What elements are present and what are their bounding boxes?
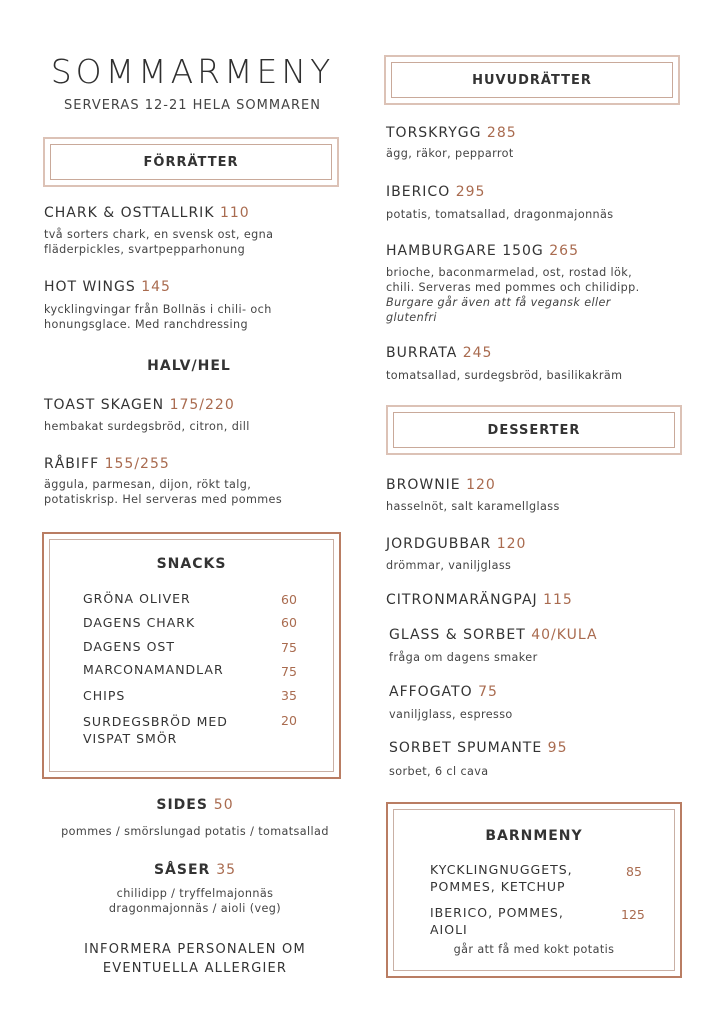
snack-item: MARCONAMANDLAR [83, 662, 224, 677]
saser-price: 35 [216, 862, 237, 878]
dish-glass-sorbet: GLASS & SORBET 40/KULA [389, 627, 598, 643]
dish-citronmarangpaj: CITRONMARÄNGPAJ 115 [386, 592, 573, 608]
dish-hot-wings: HOT WINGS 145 [44, 279, 171, 295]
snack-price: 20 [281, 713, 297, 728]
halvhel-heading: HALV/HEL [147, 358, 231, 374]
dish-description: två sorters chark, en svensk ost, egna fläderpickles, svartpepparhonung [44, 228, 274, 256]
snacks-heading: SNACKS [156, 556, 227, 572]
menu-subtitle: SERVERAS 12-21 HELA SOMMAREN [64, 98, 321, 113]
kids-price: 125 [621, 907, 645, 922]
dish-description: brioche, baconmarmelad, ost, rostad lök, chili. Serveras med pommes och chilidipp. Burgare går även att få vegansk eller glutenfri [386, 266, 640, 324]
dish-chark-osttallrik: CHARK & OSTTALLRIK 110 [44, 205, 250, 221]
saser-heading: SÅSER 35 [153, 862, 237, 878]
dish-description: fråga om dagens smaker [389, 651, 538, 664]
allergy-notice: INFORMERA PERSONALEN OM EVENTUELLA ALLERGIER [84, 942, 306, 976]
dish-toast-skagen: TOAST SKAGEN 175/220 [44, 397, 235, 413]
huvudratter-heading: HUVUDRÄTTER [472, 72, 592, 88]
snack-item: DAGENS OST [83, 639, 175, 654]
dish-rabiff: RÅBIFF 155/255 [44, 456, 170, 472]
dish-description: drömmar, vaniljglass [386, 559, 512, 572]
dish-price: 175/220 [169, 397, 235, 413]
kids-note: går att få med kokt potatis [453, 943, 615, 956]
kids-price: 85 [626, 864, 642, 879]
dish-description: potatis, tomatsallad, dragonmajonnäs [386, 208, 614, 221]
huvudratter-heading-box [384, 55, 680, 105]
snack-price: 35 [281, 688, 297, 703]
dish-sorbet-spumante: SORBET SPUMANTE 95 [389, 740, 568, 756]
dish-price: 115 [543, 592, 573, 608]
snack-item: CHIPS [83, 688, 126, 703]
dish-price: 285 [486, 125, 517, 141]
dish-description: hembakat surdegsbröd, citron, dill [44, 420, 250, 433]
desserter-heading-box [386, 405, 682, 455]
sides-price: 50 [213, 797, 234, 813]
barnmeny-heading: BARNMENY [485, 828, 583, 844]
snack-price: 75 [281, 640, 297, 655]
kids-item: KYCKLINGNUGGETS, POMMES, KETCHUP [430, 862, 573, 894]
snack-price: 60 [281, 592, 297, 607]
dish-description: ägg, räkor, pepparrot [386, 147, 514, 160]
dish-price: 120 [496, 536, 527, 552]
forratter-heading-box [43, 137, 339, 187]
dish-price: 40/KULA [531, 627, 598, 643]
dish-price: 110 [219, 205, 250, 221]
dish-description: vaniljglass, espresso [389, 708, 513, 721]
snack-item: SURDEGSBRÖD MED VISPAT SMÖR [83, 714, 228, 746]
dish-description: hasselnöt, salt karamellglass [386, 500, 560, 513]
dish-price: 265 [549, 243, 579, 259]
snack-item: GRÖNA OLIVER [83, 591, 191, 606]
dish-jordgubbar: JORDGUBBAR 120 [386, 536, 527, 552]
dish-price: 245 [462, 345, 493, 361]
dish-price: 145 [141, 279, 171, 295]
snack-item: DAGENS CHARK [83, 615, 196, 630]
dish-price: 75 [478, 684, 498, 700]
dish-price: 95 [547, 740, 568, 756]
dish-brownie: BROWNIE 120 [386, 477, 496, 493]
kids-item: IBERICO, POMMES, AIOLI [430, 905, 564, 937]
dish-price: 155/255 [104, 456, 170, 472]
dish-iberico: IBERICO 295 [386, 184, 486, 200]
snack-price: 60 [281, 615, 297, 630]
menu-title: SOMMARMENY [50, 52, 335, 91]
dish-description: sorbet, 6 cl cava [389, 765, 489, 778]
dish-description: tomatsallad, surdegsbröd, basilikakräm [386, 369, 623, 382]
snack-price: 75 [281, 664, 297, 679]
dish-affogato: AFFOGATO 75 [389, 684, 498, 700]
sides-heading: SIDES 50 [156, 797, 234, 813]
dish-burrata: BURRATA 245 [386, 345, 493, 361]
saser-description: chilidipp / tryffelmajonnäs dragonmajonnäs / aioli (veg) [108, 887, 282, 915]
desserter-heading: DESSERTER [487, 422, 581, 438]
dish-hamburgare: HAMBURGARE 150G 265 [386, 243, 579, 259]
dish-description: äggula, parmesan, dijon, rökt talg, potatiskrisp. Hel serveras med pommes [44, 478, 283, 506]
dish-torskrygg: TORSKRYGG 285 [386, 125, 517, 141]
dish-description: kycklingvingar från Bollnäs i chili- och honungsglace. Med ranchdressing [44, 303, 272, 331]
dish-price: 295 [455, 184, 486, 200]
dish-price: 120 [466, 477, 496, 493]
sides-description: pommes / smörslungad potatis / tomatsallad [61, 825, 329, 838]
forratter-heading: FÖRRÄTTER [143, 154, 239, 170]
